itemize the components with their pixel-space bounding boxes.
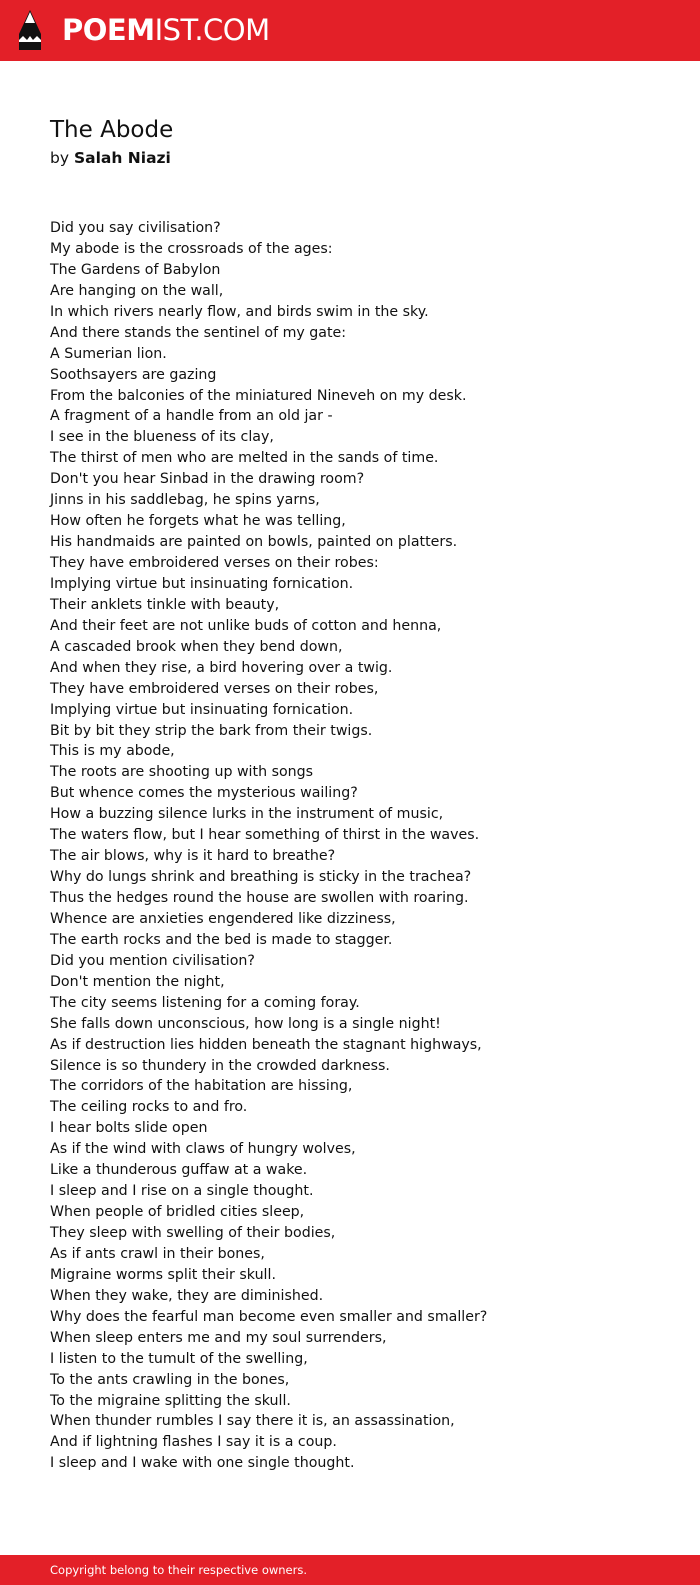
poem-line: They have embroidered verses on their robes,: [50, 680, 379, 697]
poem-line: They sleep with swelling of their bodies,: [50, 1225, 336, 1241]
poem-line: When thunder rumbles I say there it is, an assassination,: [50, 1413, 455, 1430]
poem-line: Implying virtue but insinuating fornication.: [50, 701, 354, 718]
poem-line: My abode is the crossroads of the ages:: [50, 240, 333, 257]
poem-line: When people of bridled cities sleep,: [50, 1204, 305, 1221]
logo-text-bold: POEM: [62, 13, 155, 47]
poem-line: I sleep and I wake with one single thought.: [50, 1455, 355, 1472]
poem-line: Their anklets tinkle with beauty,: [50, 596, 280, 613]
poem-line: Like a thunderous guffaw at a wake.: [50, 1162, 308, 1179]
poem-line: Thus the hedges round the house are swollen with roaring.: [50, 890, 469, 906]
poem-line: How a buzzing silence lurks in the instrument of music,: [50, 806, 444, 823]
poem-line: The roots are shooting up with songs: [50, 764, 314, 781]
poem-line: The ceiling rocks to and fro.: [50, 1099, 248, 1116]
poem-line: And there stands the sentinel of my gate:: [50, 324, 347, 341]
poem-line: As if destruction lies hidden beneath the stagnant highways,: [50, 1036, 482, 1053]
site-logo-link[interactable]: [62, 13, 270, 47]
poem-line: I see in the blueness of its clay,: [50, 429, 274, 446]
poem-line: The earth rocks and the bed is made to stagger.: [50, 931, 393, 948]
poem-line: To the migraine splitting the skull.: [50, 1392, 291, 1409]
poem-line: When sleep enters me and my soul surrenders,: [50, 1329, 387, 1346]
poem-line: To the ants crawling in the bones,: [50, 1371, 290, 1388]
poem-line: The city seems listening for a coming foray.: [50, 994, 360, 1011]
poem-line: How often he forgets what he was telling,: [50, 513, 346, 530]
poem-line: Whence are anxieties engendered like dizziness,: [50, 910, 396, 927]
copyright-text: Copyright belong to their respective owners.: [50, 1563, 308, 1577]
poem-line: I hear bolts slide open: [50, 1120, 208, 1137]
poem-line: I sleep and I rise on a single thought.: [50, 1183, 314, 1200]
poem-line: A cascaded brook when they bend down,: [50, 638, 343, 655]
poem-line: Soothsayers are gazing: [50, 366, 217, 383]
poem-line: A fragment of a handle from an old jar -: [50, 408, 333, 425]
poem-line: And their feet are not unlike buds of cotton and henna,: [50, 617, 442, 634]
poem-line: The waters flow, but I hear something of thirst in the waves.: [50, 827, 480, 844]
poem-line: Why do lungs shrink and breathing is sticky in the trachea?: [50, 869, 472, 886]
poem-line: The thirst of men who are melted in the sands of time.: [50, 450, 439, 467]
poem-line: She falls down unconscious, how long is a single night!: [50, 1015, 441, 1032]
poem-line: As if ants crawl in their bones,: [50, 1245, 265, 1262]
poem-line: I listen to the tumult of the swelling,: [50, 1350, 308, 1367]
poem-line: Migraine worms split their skull.: [50, 1266, 276, 1283]
poem-line: Did you mention civilisation?: [50, 952, 255, 969]
poem-line: The air blows, why is it hard to breathe?: [50, 848, 336, 865]
poem-line: And if lightning flashes I say it is a coup.: [50, 1434, 337, 1451]
poem-line: As if the wind with claws of hungry wolves,: [50, 1141, 356, 1158]
author-name: Salah Niazi: [73, 149, 171, 167]
site-header: [0, 0, 700, 61]
poem-line: Don't you hear Sinbad in the drawing room?: [50, 471, 365, 488]
poem-line: From the balconies of the miniatured Nineveh on my desk.: [50, 387, 467, 404]
poem-line: The corridors of the habitation are hissing,: [50, 1078, 353, 1095]
poem-line: His handmaids are painted on bowls, painted on platters.: [50, 534, 458, 551]
by-label: by: [50, 149, 70, 167]
poem-line: Implying virtue but insinuating fornication.: [50, 575, 354, 592]
site-footer: [0, 1555, 700, 1585]
poem-title: The Abode: [50, 117, 174, 143]
poem-line: Bit by bit they strip the bark from their twigs.: [50, 722, 373, 739]
poem-line: This is my abode,: [50, 743, 175, 760]
poem-line: Jinns in his saddlebag, he spins yarns,: [50, 492, 320, 509]
byline: [50, 147, 171, 169]
poem-line: Don't mention the night,: [50, 973, 225, 990]
poem-line: Are hanging on the wall,: [50, 282, 224, 299]
poem-body: [50, 218, 670, 1474]
poem-line: Why does the fearful man become even smaller and smaller?: [50, 1308, 488, 1325]
poem-line: The Gardens of Babylon: [50, 261, 221, 278]
poem-line: A Sumerian lion.: [50, 345, 167, 362]
poem-line: When they wake, they are diminished.: [50, 1287, 324, 1304]
poem-line: Did you say civilisation?: [50, 220, 221, 236]
poem-line: And when they rise, a bird hovering over a twig.: [50, 659, 393, 676]
poem-line: In which rivers nearly flow, and birds swim in the sky.: [50, 303, 429, 320]
logo-text-light: IST.COM: [154, 13, 270, 47]
poem-line: They have embroidered verses on their robes:: [50, 555, 379, 571]
poem-line: Silence is so thundery in the crowded darkness.: [50, 1057, 390, 1074]
poem-line: But whence comes the mysterious wailing?: [50, 785, 358, 802]
pencil-logo-icon[interactable]: [18, 10, 42, 52]
